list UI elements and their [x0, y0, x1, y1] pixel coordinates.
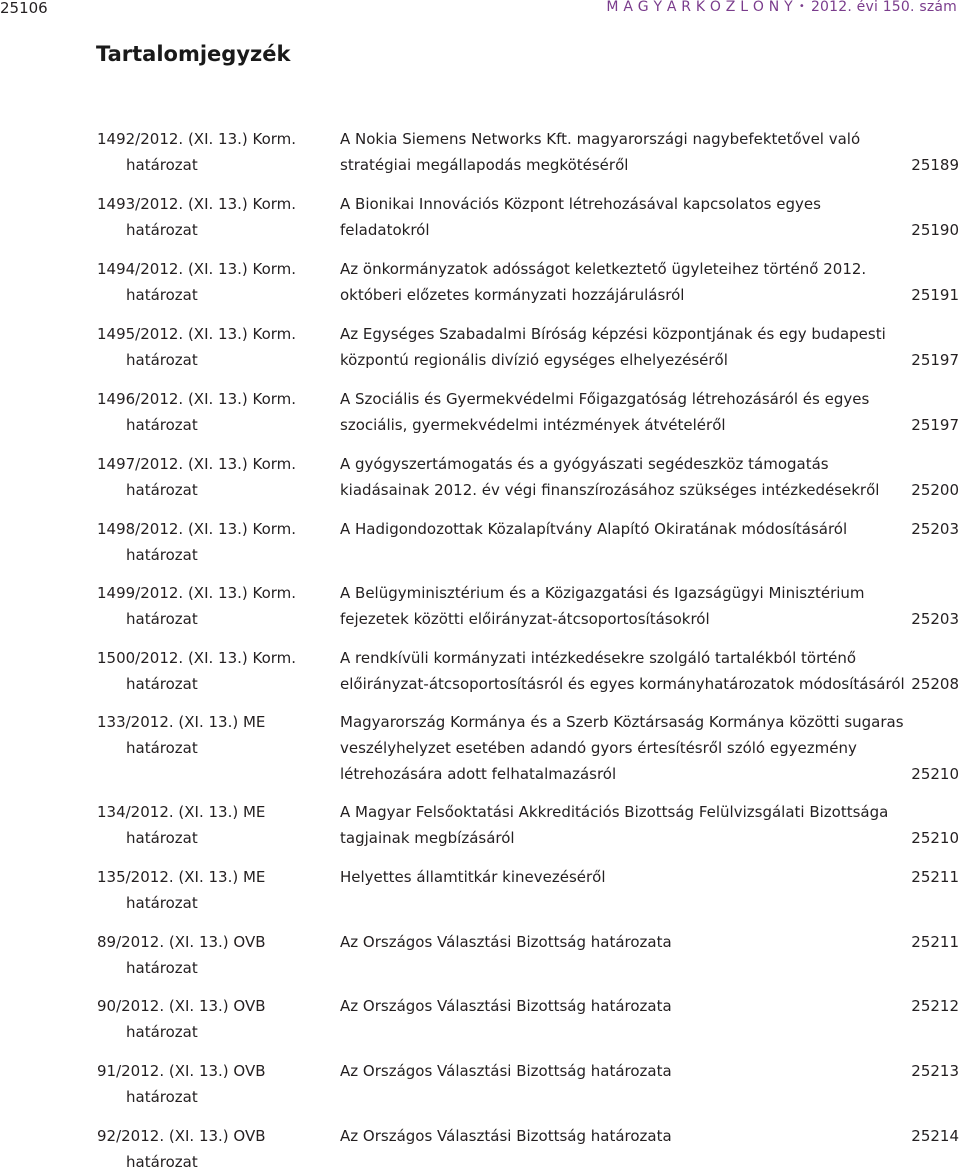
resolution-number: 90/2012. (XI. 13.) OVB	[97, 997, 266, 1015]
entry-description: A Szociális és Gyermekvédelmi Főigazgatóság létrehozásáról és egyes szociális, gyermekvédelmi intézmények átvételéről	[340, 390, 870, 434]
toc-entry	[0, 645, 960, 697]
resolution-number: 1499/2012. (XI. 13.) Korm.	[97, 584, 297, 602]
resolution-type: határozat	[126, 1153, 198, 1171]
resolution-number: 91/2012. (XI. 13.) OVB	[97, 1062, 266, 1080]
toc-entry	[0, 1058, 960, 1110]
resolution-number: 1493/2012. (XI. 13.) Korm.	[97, 195, 297, 213]
resolution-reference	[97, 256, 296, 308]
toc-entry	[0, 1123, 960, 1175]
entry-description: Az Országos Választási Bizottság határozata	[340, 997, 672, 1015]
page-reference: 25213	[911, 1062, 959, 1080]
entry-description: Helyettes államtitkár kinevezéséről	[340, 868, 606, 886]
resolution-type: határozat	[126, 546, 198, 564]
entry-description: A Magyar Felsőoktatási Akkreditációs Bizottság Felülvizsgálati Bizottsága tagjainak megbízásáról	[340, 803, 889, 847]
resolution-type: határozat	[126, 610, 198, 628]
toc-entry	[0, 256, 960, 308]
page-reference: 25210	[911, 829, 959, 847]
resolution-type: határozat	[126, 1088, 198, 1106]
resolution-number: 1496/2012. (XI. 13.) Korm.	[97, 390, 297, 408]
resolution-number: 89/2012. (XI. 13.) OVB	[97, 933, 266, 951]
bullet-icon: •	[798, 1, 805, 12]
page-reference: 25190	[911, 221, 959, 239]
entry-description: Magyarország Kormánya és a Szerb Köztársaság Kormánya közötti sugaras veszélyhelyzet esetében adandó gyors értesítésről szóló egyezmény létrehozására adott felhatalmazásról	[340, 713, 904, 783]
resolution-type: határozat	[126, 1023, 198, 1041]
page-reference: 25210	[911, 765, 959, 783]
resolution-reference	[97, 929, 266, 981]
resolution-reference	[97, 321, 296, 373]
resolution-number: 1497/2012. (XI. 13.) Korm.	[97, 455, 297, 473]
resolution-reference	[97, 386, 296, 438]
resolution-type: határozat	[126, 286, 198, 304]
page-reference: 25197	[911, 416, 959, 434]
toc-entry	[0, 864, 960, 916]
resolution-number: 135/2012. (XI. 13.) ME	[97, 868, 266, 886]
resolution-type: határozat	[126, 416, 198, 434]
journal-header	[606, 0, 957, 15]
resolution-number: 1492/2012. (XI. 13.) Korm.	[97, 130, 297, 148]
resolution-type: határozat	[126, 959, 198, 977]
resolution-reference	[97, 191, 296, 243]
resolution-reference	[97, 516, 296, 568]
page-reference: 25214	[911, 1127, 959, 1145]
toc-entry	[0, 993, 960, 1045]
toc-entry	[0, 191, 960, 243]
page-reference: 25197	[911, 351, 959, 369]
resolution-type: határozat	[126, 739, 198, 757]
entry-description: A rendkívüli kormányzati intézkedésekre szolgáló tartalékból történő előirányzat-átcsoportosításról és egyes kormányhatározatok módosításáról	[340, 649, 905, 693]
resolution-type: határozat	[126, 829, 198, 847]
resolution-reference	[97, 1123, 266, 1175]
page-reference: 25189	[911, 156, 959, 174]
resolution-reference	[97, 126, 296, 178]
toc-entry	[0, 451, 960, 503]
page-number: 25106	[0, 0, 48, 17]
page-title: Tartalomjegyzék	[96, 42, 291, 66]
page-reference: 25208	[911, 675, 959, 693]
resolution-number: 134/2012. (XI. 13.) ME	[97, 803, 266, 821]
resolution-type: határozat	[126, 221, 198, 239]
resolution-type: határozat	[126, 894, 198, 912]
resolution-reference	[97, 1058, 266, 1110]
resolution-number: 1498/2012. (XI. 13.) Korm.	[97, 520, 297, 538]
entry-description: Az Országos Választási Bizottság határozata	[340, 933, 672, 951]
resolution-number: 92/2012. (XI. 13.) OVB	[97, 1127, 266, 1145]
page-reference: 25203	[911, 610, 959, 628]
entry-description: Az Egységes Szabadalmi Bíróság képzési központjának és egy budapesti központú regionális divízió egységes elhelyezéséről	[340, 325, 886, 369]
toc-entry	[0, 386, 960, 438]
page-reference: 25203	[911, 520, 959, 538]
resolution-reference	[97, 645, 296, 697]
entry-description: Az Országos Választási Bizottság határozata	[340, 1127, 672, 1145]
resolution-type: határozat	[126, 156, 198, 174]
toc-entry	[0, 321, 960, 373]
resolution-reference	[97, 709, 265, 761]
resolution-reference	[97, 799, 265, 851]
resolution-type: határozat	[126, 481, 198, 499]
toc-entry	[0, 929, 960, 981]
journal-name: M A G Y A R K Ö Z L Ö N Y	[606, 0, 793, 15]
resolution-number: 1500/2012. (XI. 13.) Korm.	[97, 649, 297, 667]
resolution-reference	[97, 580, 296, 632]
entry-description: Az Országos Választási Bizottság határozata	[340, 1062, 672, 1080]
resolution-type: határozat	[126, 675, 198, 693]
entry-description: A Belügyminisztérium és a Közigazgatási és Igazságügyi Minisztérium fejezetek közötti előirányzat-átcsoportosításokról	[340, 584, 865, 628]
toc-entry	[0, 516, 960, 568]
entry-description: A Hadigondozottak Közalapítvány Alapító Okiratának módosításáról	[340, 520, 848, 538]
resolution-reference	[97, 451, 296, 503]
page-reference: 25191	[911, 286, 959, 304]
entry-description: A Nokia Siemens Networks Kft. magyarországi nagybefektetővel való stratégiai megállapodás megkötéséről	[340, 130, 861, 174]
page-reference: 25200	[911, 481, 959, 499]
entry-description: Az önkormányzatok adósságot keletkeztető ügyleteihez történő 2012. októberi előzetes kormányzati hozzájárulásról	[340, 260, 867, 304]
page-reference: 25212	[911, 997, 959, 1015]
resolution-reference	[97, 993, 266, 1045]
page-reference: 25211	[911, 868, 959, 886]
entry-description: A Bionikai Innovációs Központ létrehozásával kapcsolatos egyes feladatokról	[340, 195, 821, 239]
page-reference: 25211	[911, 933, 959, 951]
resolution-number: 1494/2012. (XI. 13.) Korm.	[97, 260, 297, 278]
toc-entry	[0, 709, 960, 783]
resolution-number: 133/2012. (XI. 13.) ME	[97, 713, 266, 731]
toc-entry	[0, 580, 960, 632]
toc-entry	[0, 799, 960, 851]
resolution-type: határozat	[126, 351, 198, 369]
issue-label: 2012. évi 150. szám	[810, 0, 957, 15]
resolution-reference	[97, 864, 265, 916]
resolution-number: 1495/2012. (XI. 13.) Korm.	[97, 325, 297, 343]
toc-entry	[0, 126, 960, 178]
entry-description: A gyógyszertámogatás és a gyógyászati segédeszköz támogatás kiadásainak 2012. év végi finanszírozásához szükséges intézkedésekről	[340, 455, 880, 499]
